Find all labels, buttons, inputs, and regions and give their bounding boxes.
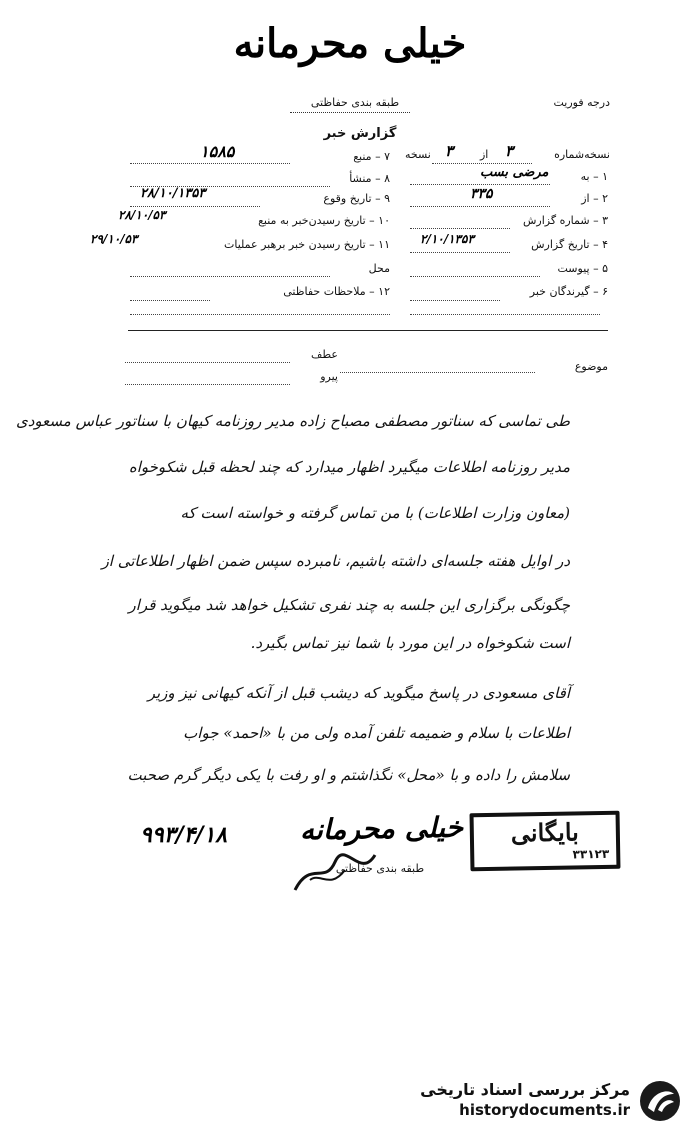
attachment-label: ۵ – پیوست: [557, 262, 608, 275]
received-ops-value: ۲۹/۱۰/۵۳: [90, 232, 138, 246]
footer-website: historydocuments.ir: [459, 1101, 630, 1119]
footer-center-name: مرکز بررسی اسناد تاریخی: [420, 1080, 630, 1099]
copy-suffix: نسخه: [405, 148, 431, 161]
copy-of-label: از: [480, 148, 489, 161]
reference-label: عطف: [311, 348, 338, 361]
subject-label: موضوع: [574, 360, 608, 373]
source-label: ۷ – منبع: [353, 150, 390, 163]
copy-number-value: ۳: [505, 142, 514, 160]
header-divider: [128, 330, 608, 331]
follow-label: پیرو: [320, 370, 338, 383]
attachment-line: [410, 276, 540, 277]
from-label: ۲ – از: [581, 192, 608, 205]
remarks-line-1: [130, 300, 210, 301]
reference-line: [125, 362, 290, 363]
body-line-7: آقای مسعودی در پاسخ میگوید که دیشب قبل از آنکه کیهانی نیز وزیر: [147, 684, 570, 702]
body-line-1: طی تماسی که سناتور مصطفی مصباح زاده مدیر روزنامه کیهان با سناتور عباس مسعودی: [16, 412, 570, 430]
from-value: ۳۳۵: [470, 186, 493, 202]
place-line: [130, 276, 330, 277]
classification-stamp: خیلی محرمانه: [233, 20, 467, 67]
occurrence-date-line: [130, 206, 260, 207]
copy-number-label: نسخه‌شماره: [554, 148, 610, 161]
bottom-classification-label: طبقه بندی حفاظتی: [335, 862, 425, 875]
classification-label: طبقه بندی حفاظتی: [310, 96, 400, 109]
recipients-label: ۶ – گیرندگان خبر: [529, 285, 608, 298]
document-center-logo-icon: [636, 1078, 686, 1124]
occurrence-date-value: ۲۸/۱۰/۱۳۵۳: [140, 186, 206, 201]
received-source-label: ۱۰ – تاریخ رسیدن‌خبر به منبع: [258, 214, 390, 227]
from-line: [410, 206, 550, 207]
received-ops-label: ۱۱ – تاریخ رسیدن خبر برهبر عملیات: [224, 238, 390, 251]
report-number-line: [410, 228, 510, 229]
to-value: مرضی بسب: [480, 165, 549, 180]
archive-stamp-box: [470, 811, 621, 872]
recipients-line-2: [410, 314, 600, 315]
body-line-5: چگونگی برگزاری این جلسه به چند نفری تشکیل خواهد شد میگوید قرار: [128, 596, 570, 614]
report-date-label: ۴ – تاریخ گزارش: [531, 238, 608, 251]
body-line-9: سلامش را داده و با «محل» نگذاشتم و او رفت با یکی دیگر گرم صحبت: [127, 766, 570, 784]
body-line-2: مدیر روزنامه اطلاعات میگیرد اظهار میدارد که چند لحظه قبل شکوخواه: [128, 458, 570, 476]
classification-dotted-line: [290, 112, 410, 113]
body-line-6: است شکوخواه در این مورد با شما نیز تماس بگیرد.: [250, 634, 570, 652]
bottom-classification-stamp: خیلی محرمانه: [299, 810, 464, 847]
report-title: گزارش خبر: [323, 126, 397, 141]
body-line-4: در اوایل هفته جلسه‌ای داشته باشیم، نامبرده سپس ضمن اظهار اطلاعاتی از: [101, 552, 570, 570]
report-number-label: ۳ – شماره گزارش: [522, 214, 608, 227]
copy-of-value: ۳: [445, 142, 454, 160]
remarks-label: ۱۲ – ملاحظات حفاظتی: [283, 285, 390, 298]
subject-line: [340, 372, 535, 373]
to-label: ۱ – به: [580, 170, 608, 183]
archive-stamp-number: ۳۳۱۲۳: [572, 846, 610, 862]
received-source-value: ۲۸/۱۰/۵۳: [118, 208, 166, 222]
occurrence-date-label: ۹ – تاریخ وقوع: [323, 192, 390, 205]
body-line-8: اطلاعات با سلام و ضمیمه تلفن آمده ولی من با «احمد» جواب: [183, 724, 570, 742]
urgency-label: درجه فوریت: [553, 96, 610, 109]
source-line: [130, 163, 290, 164]
place-label: محل: [368, 262, 390, 275]
body-line-3: (معاون وزارت اطلاعات) با من تماس گرفته و خواسته است که: [180, 504, 570, 522]
archive-stamp-text: بایگانی: [510, 817, 580, 848]
remarks-line-2: [130, 314, 390, 315]
recipients-line-1: [410, 300, 500, 301]
bottom-handwritten-date: ۹۹۳/۴/۱۸: [140, 822, 227, 848]
origin-label: ۸ – منشأ: [349, 172, 390, 185]
source-value: ۱۵۸۵: [200, 142, 235, 161]
report-date-value: ۲/۱۰/۱۳۵۳: [420, 232, 474, 246]
copy-dotted-line: [432, 163, 532, 164]
follow-line: [125, 384, 290, 385]
to-line: [410, 184, 550, 185]
report-date-line: [410, 252, 510, 253]
